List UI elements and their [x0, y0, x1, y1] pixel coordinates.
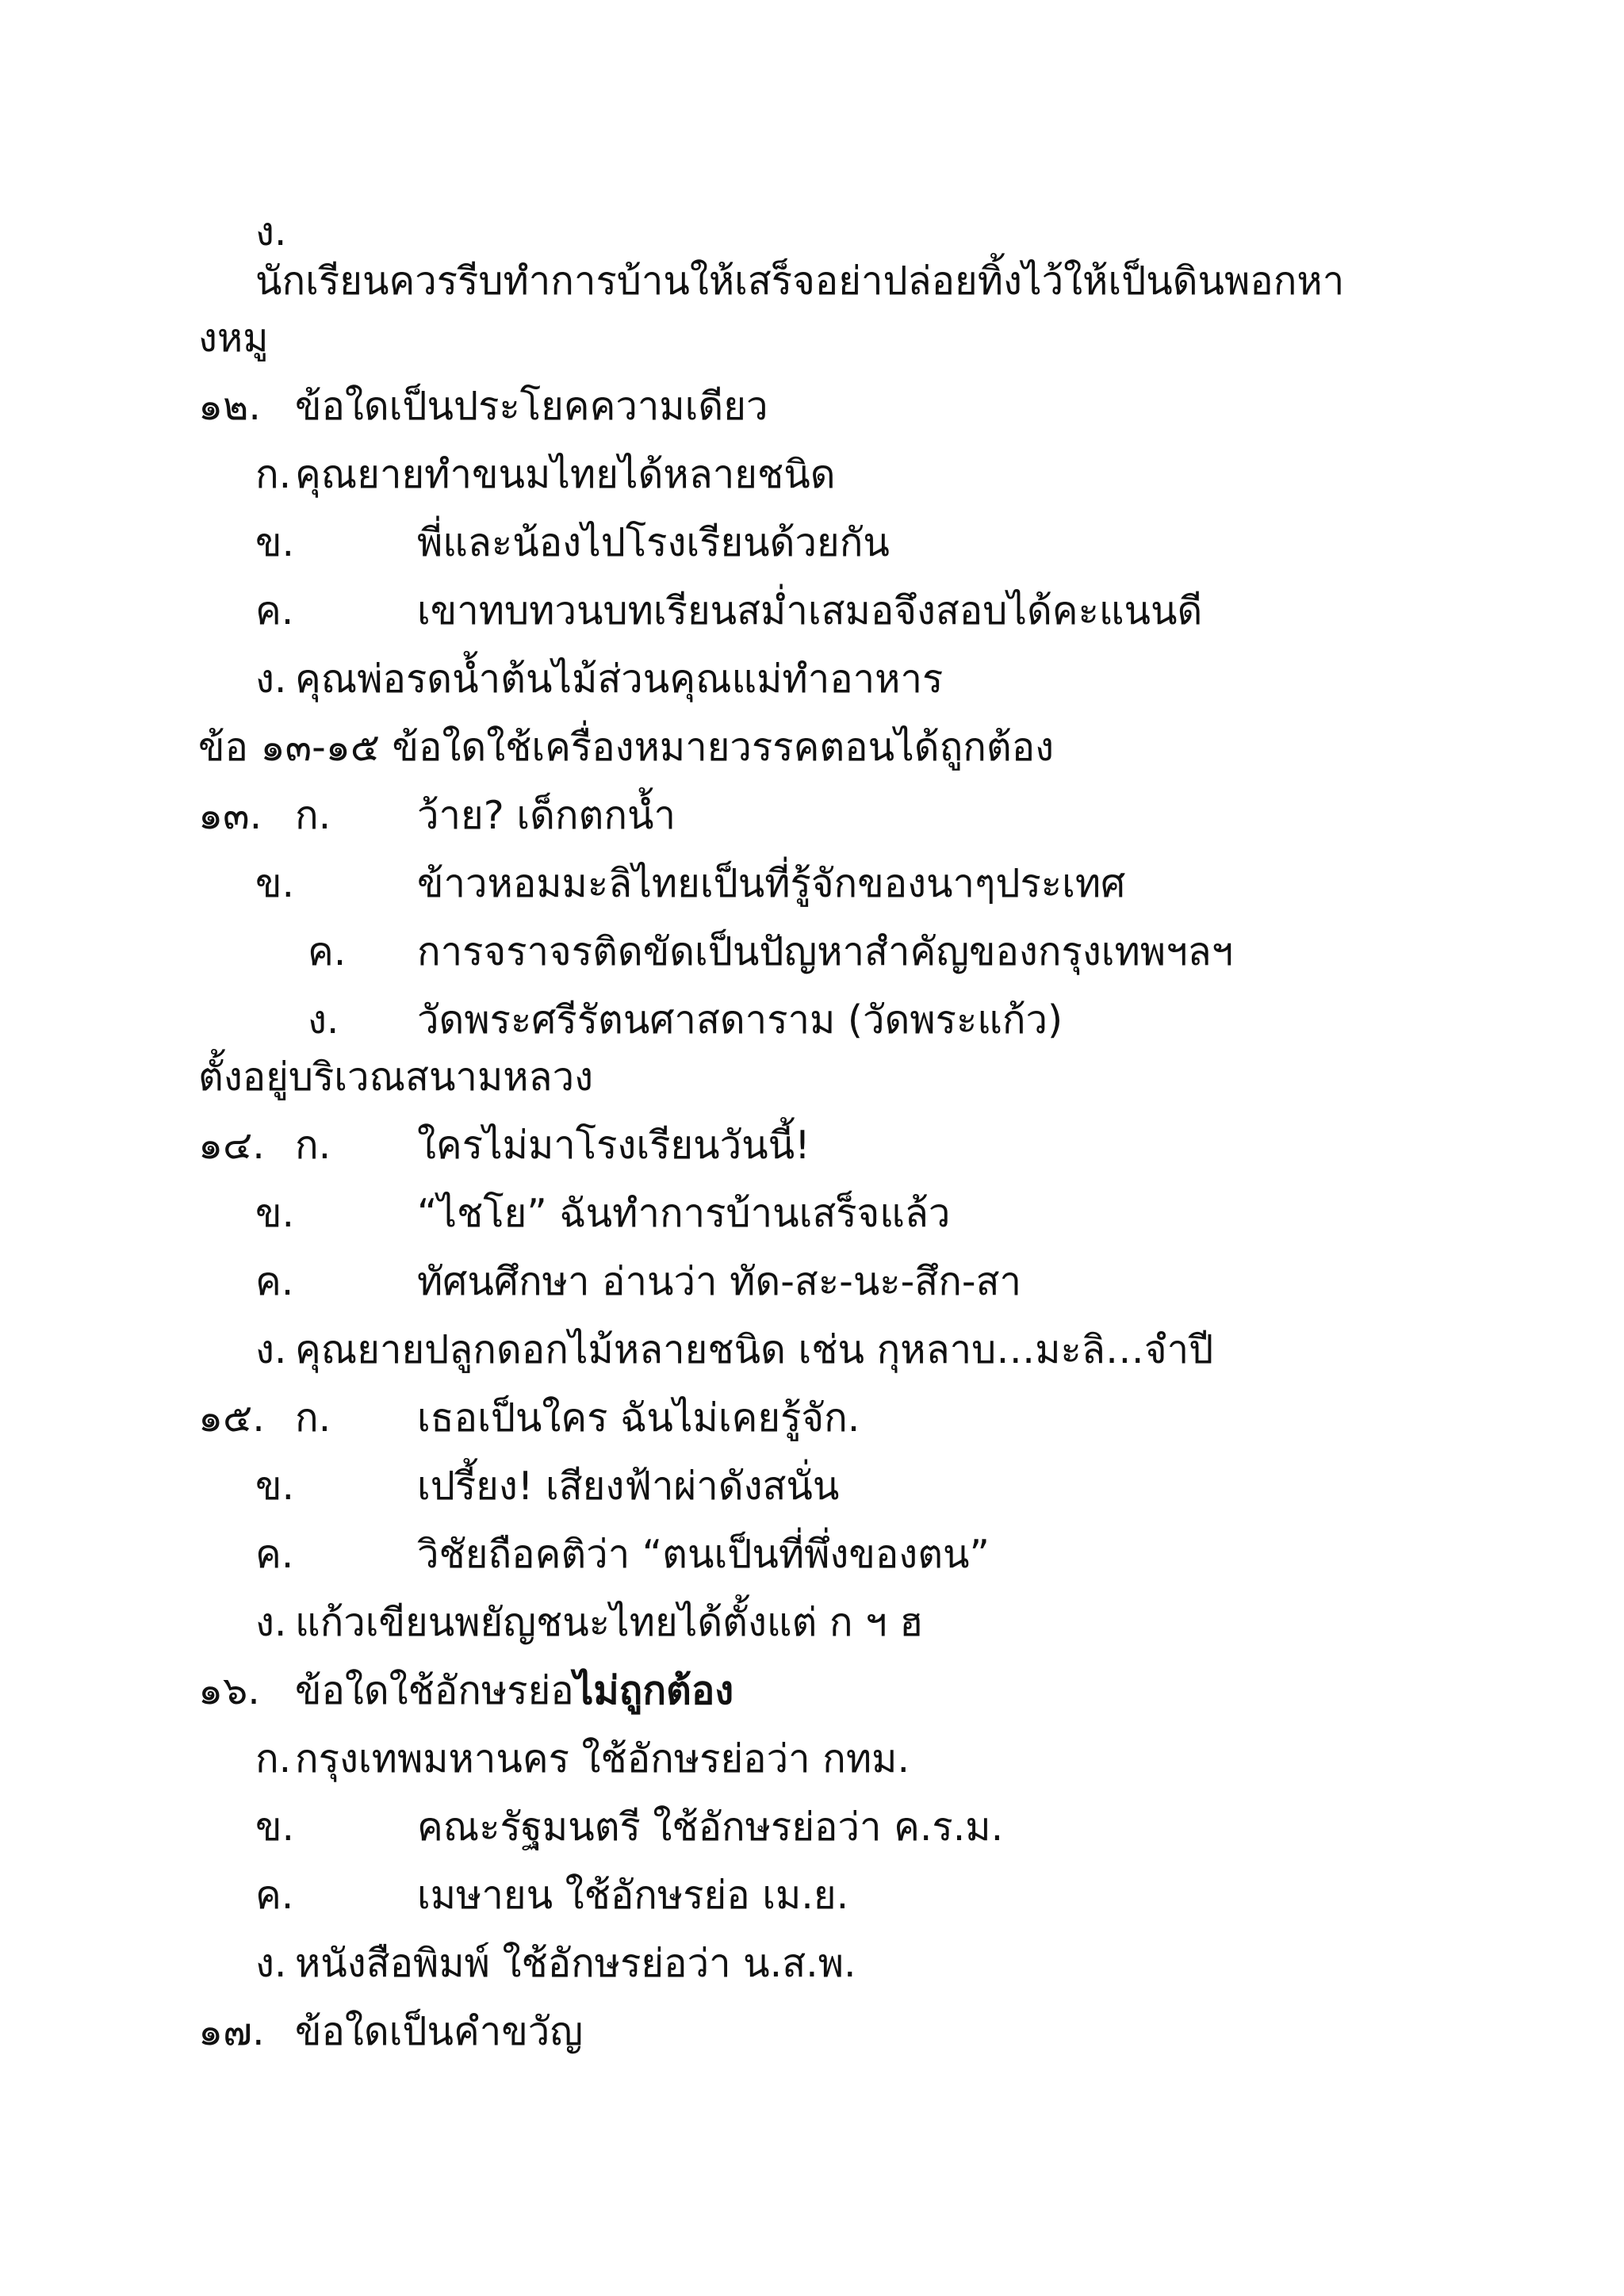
choice-marker: ข. [255, 1191, 295, 1236]
choice-marker: ง. [255, 1600, 287, 1645]
choice-text: แก้วเขียนพยัญชนะไทยได้ตั้งแต่ ก ฯ ฮ [295, 1600, 924, 1645]
choice-marker: ง. [255, 209, 287, 254]
choice-marker: ก. [295, 793, 331, 838]
choice-text: ว้าย? เด็กตกน้ำ [417, 793, 676, 838]
choice-text: กรุงเทพมหานคร ใช้อักษรย่อว่า กทม. [295, 1736, 910, 1781]
question-text-emphasis: ไม่ถูกต้อง [573, 1668, 734, 1713]
choice-text: วิชัยถือคติว่า “ตนเป็นที่พึ่งของตน” [417, 1532, 990, 1577]
line-text: ตั้งอยู่บริเวณสนามหลวง [198, 1054, 594, 1100]
question-number: ๑๕. [198, 1395, 265, 1441]
choice-marker: ง. [308, 997, 339, 1043]
question-number: ๑๗. [198, 2009, 265, 2054]
choice-marker: ค. [255, 588, 294, 633]
choice-text: คุณยายปลูกดอกไม้หลายชนิด เช่น กุหลาบ…มะลิ…จำปี [295, 1327, 1214, 1372]
choice-marker: ก. [295, 1123, 331, 1168]
question-number: ๑๔. [198, 1123, 265, 1168]
choice-text: เธอเป็นใคร ฉันไม่เคยรู้จัก. [417, 1395, 860, 1441]
choice-text: เปรี้ยง! เสียงฟ้าผ่าดังสนั่น [417, 1464, 840, 1509]
question-number: ๑๒. [198, 384, 261, 429]
choice-text: การจราจรติดขัดเป็นปัญหาสำคัญของกรุงเทพฯลฯ [417, 929, 1234, 974]
choice-marker: ก. [295, 1395, 331, 1441]
question-text: ข้อใดเป็นประโยคความเดียว [295, 384, 768, 429]
choice-marker: ง. [255, 656, 287, 702]
choice-marker: ข. [255, 861, 295, 906]
question-text [295, 1668, 734, 1713]
choice-marker: ข. [255, 1464, 295, 1509]
choice-text: ใครไม่มาโรงเรียนวันนี้! [417, 1123, 810, 1168]
choice-marker: ค. [255, 1873, 294, 1918]
choice-text: วัดพระศรีรัตนศาสดาราม (วัดพระแก้ว) [417, 997, 1063, 1043]
choice-text: คณะรัฐมนตรี ใช้อักษรย่อว่า ค.ร.ม. [417, 1804, 1004, 1850]
choice-marker: ง. [255, 1941, 287, 1986]
choice-marker: ค. [255, 1259, 294, 1304]
choice-text: ข้าวหอมมะลิไทยเป็นที่รู้จักของนาๆประเทศ [417, 861, 1126, 906]
choice-marker: ข. [255, 1804, 295, 1850]
question-number: ๑๓. [198, 793, 262, 838]
question-text-plain: ข้อใดใช้อักษรย่อ [295, 1668, 574, 1713]
choice-text: เมษายน ใช้อักษรย่อ เม.ย. [417, 1873, 849, 1918]
choice-text: เขาทบทวนบทเรียนสม่ำเสมอจึงสอบได้คะแนนดี [417, 588, 1203, 633]
instruction-text: ข้อ ๑๓-๑๕ ข้อใดใช้เครื่องหมายวรรคตอนได้ถูกต้อง [198, 725, 1055, 770]
choice-marker: ค. [255, 1532, 294, 1577]
choice-text: ทัศนศึกษา อ่านว่า ทัด-สะ-นะ-สึก-สา [417, 1259, 1021, 1304]
choice-marker: ก. [255, 1736, 292, 1781]
choice-text: หนังสือพิมพ์ ใช้อักษรย่อว่า น.ส.พ. [295, 1941, 856, 1986]
choice-text: คุณพ่อรดน้ำต้นไม้ส่วนคุณแม่ทำอาหาร [295, 656, 944, 702]
choice-marker: ค. [308, 929, 347, 974]
choice-marker: ง. [255, 1327, 287, 1372]
choice-marker: ก. [255, 452, 292, 497]
line-text: นักเรียนควรรีบทำการบ้านให้เสร็จอย่าปล่อยทิ้งไว้ให้เป็นดินพอกหา [255, 258, 1345, 304]
line-text: งหมู [198, 316, 269, 361]
choice-text: คุณยายทำขนมไทยได้หลายชนิด [295, 452, 836, 497]
choice-text: “ไชโย” ฉันทำการบ้านเสร็จแล้ว [417, 1191, 951, 1236]
choice-marker: ข. [255, 520, 295, 565]
question-text: ข้อใดเป็นคำขวัญ [295, 2009, 584, 2054]
choice-text: พี่และน้องไปโรงเรียนด้วยกัน [417, 520, 890, 565]
question-number: ๑๖. [198, 1668, 260, 1713]
